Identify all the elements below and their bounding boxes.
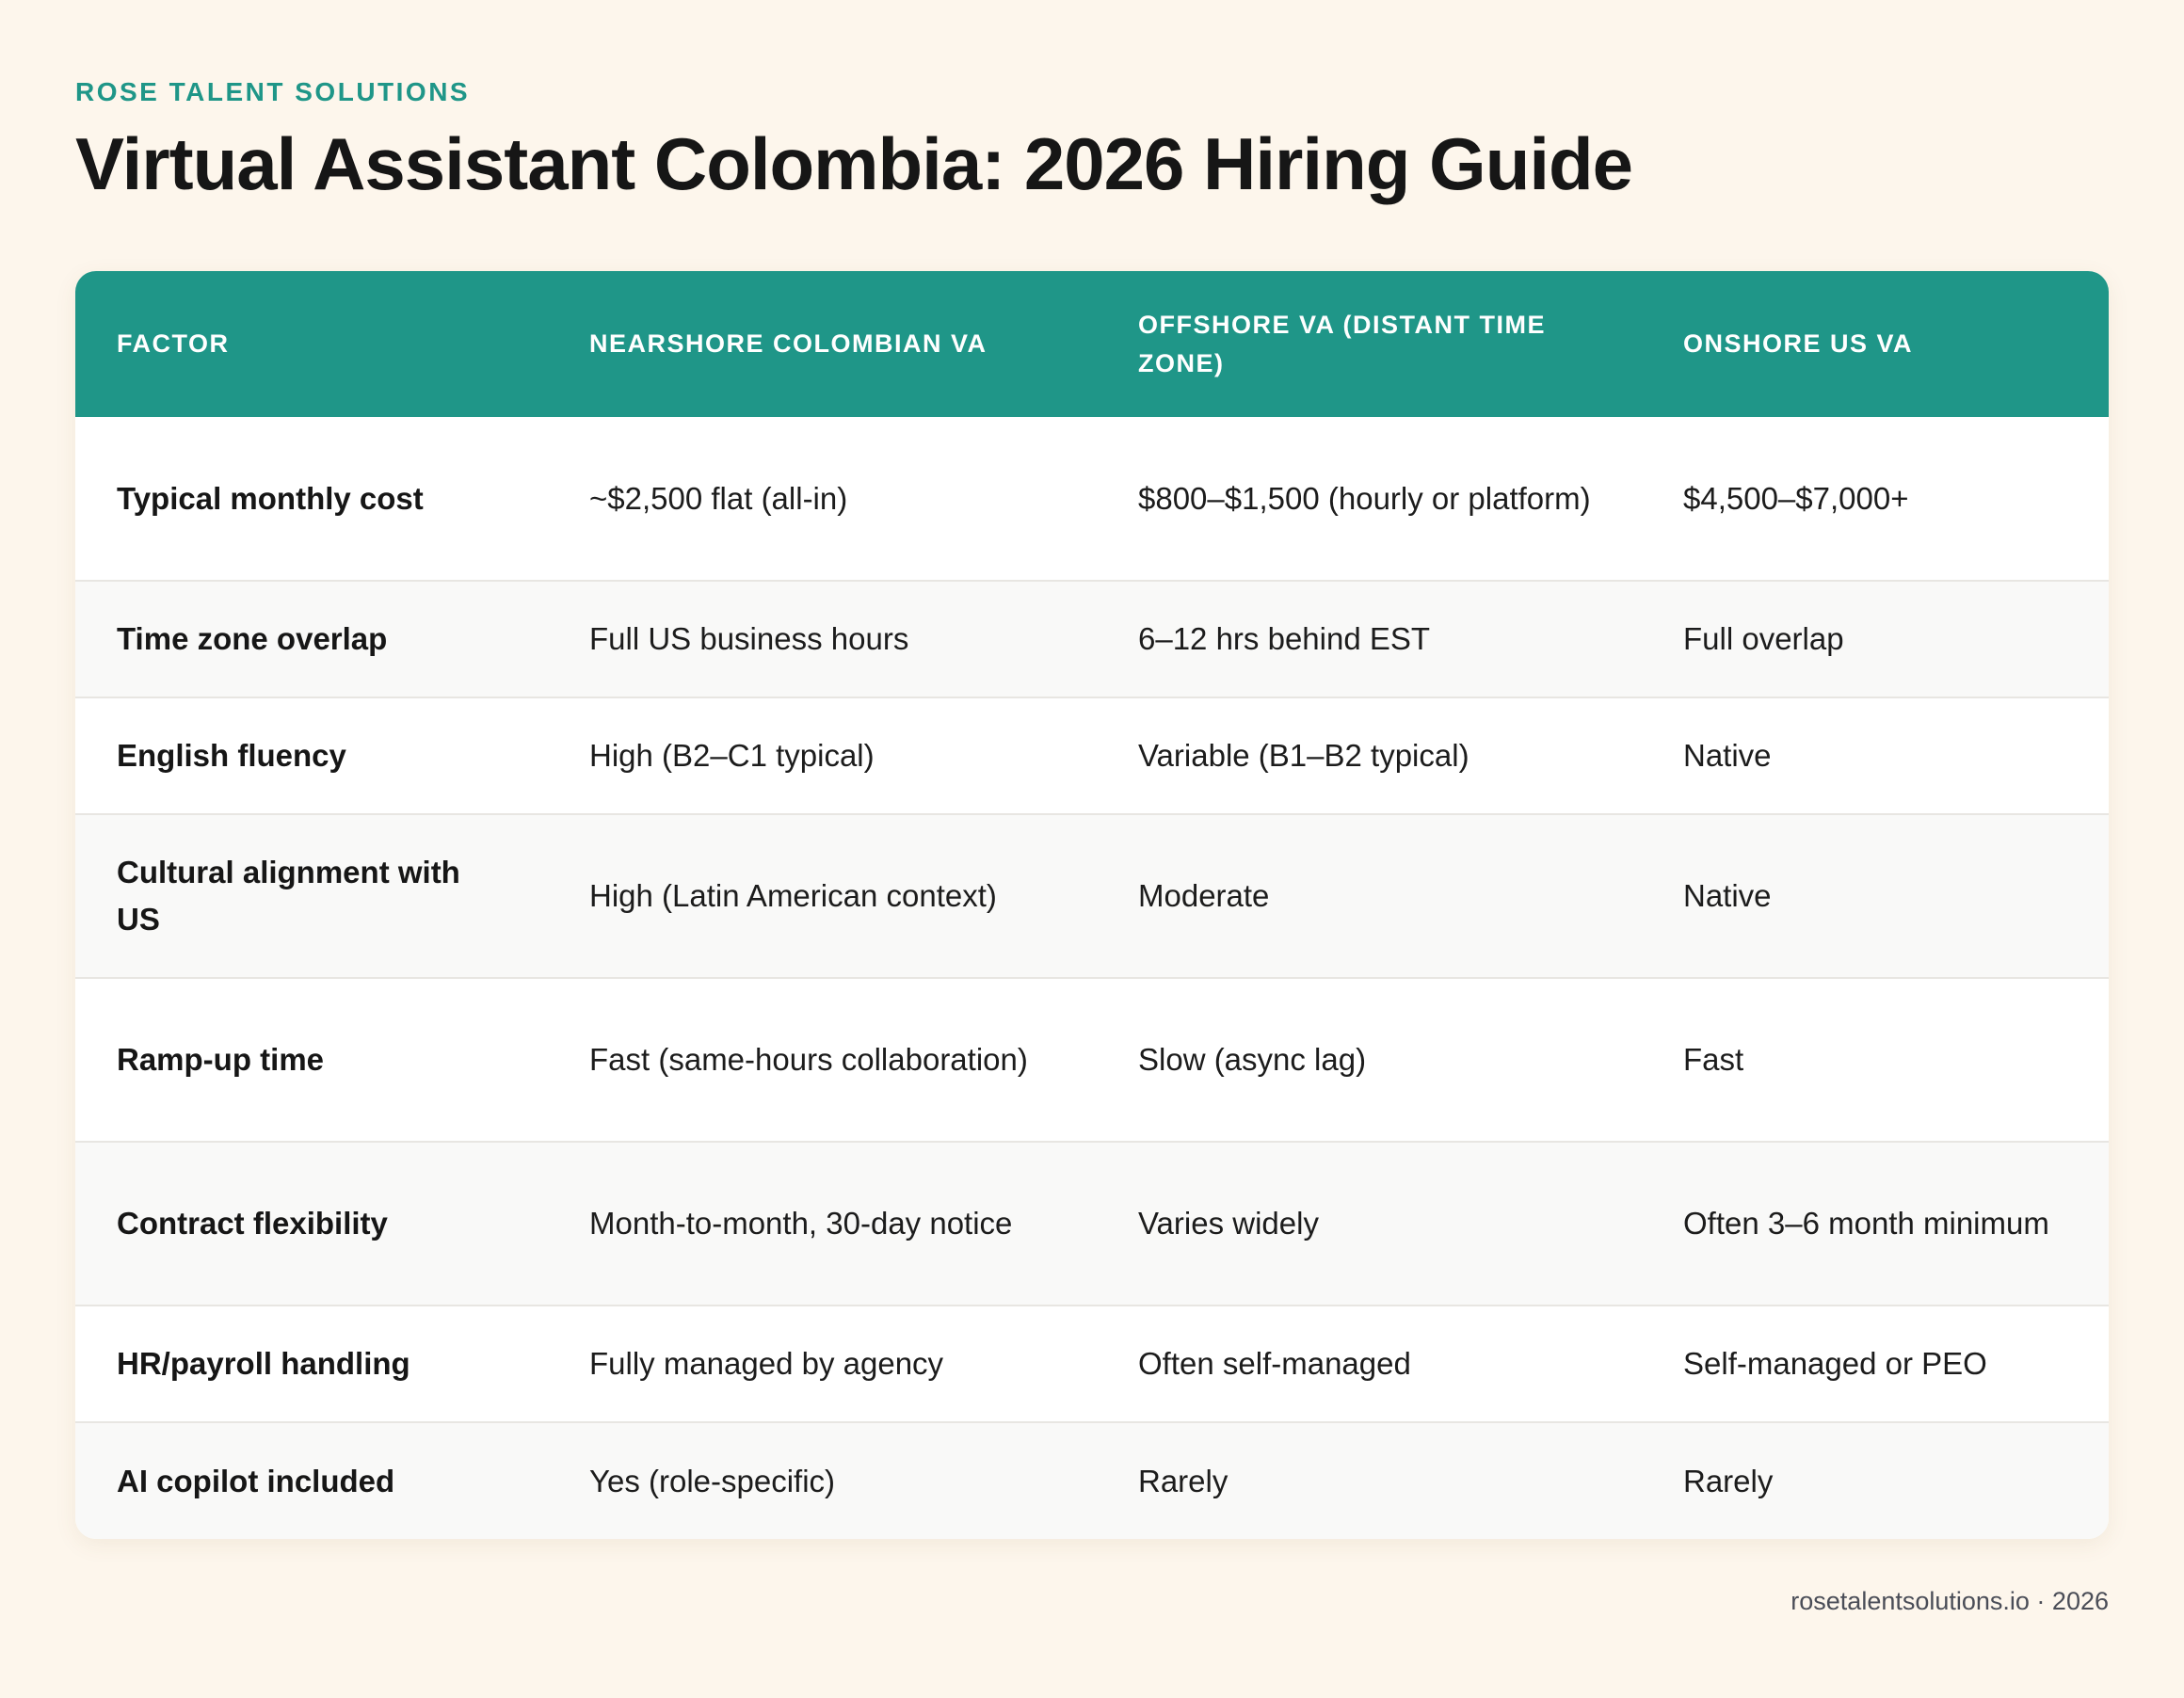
table-row bbox=[75, 1306, 2109, 1422]
nearshore-cell: ~$2,500 flat (all-in) bbox=[589, 480, 848, 516]
page-title: Virtual Assistant Colombia: 2026 Hiring Guide bbox=[75, 122, 1633, 205]
nearshore-cell: High (Latin American context) bbox=[589, 878, 997, 913]
column-header-nearshore: NEARSHORE COLOMBIAN VA bbox=[589, 329, 988, 358]
factor-cell: Contract flexibility bbox=[117, 1206, 388, 1241]
offshore-cell: Slow (async lag) bbox=[1138, 1042, 1367, 1077]
header-row bbox=[75, 271, 2109, 417]
offshore-cell: Variable (B1–B2 typical) bbox=[1138, 738, 1469, 773]
table-row bbox=[75, 978, 2109, 1142]
table-row bbox=[75, 417, 2109, 581]
onshore-cell: Native bbox=[1683, 738, 1772, 773]
offshore-cell: Moderate bbox=[1138, 878, 1270, 913]
onshore-cell: Self-managed or PEO bbox=[1683, 1346, 1987, 1381]
column-header-factor: FACTOR bbox=[117, 329, 230, 358]
factor-cell: Ramp-up time bbox=[117, 1042, 325, 1077]
table-header bbox=[75, 271, 2109, 417]
table-body bbox=[75, 417, 2109, 1539]
factor-cell: AI copilot included bbox=[117, 1463, 395, 1498]
offshore-cell: Rarely bbox=[1138, 1463, 1228, 1498]
nearshore-cell: Yes (role-specific) bbox=[589, 1463, 836, 1498]
onshore-cell: Rarely bbox=[1683, 1463, 1774, 1498]
factor-cell: HR/payroll handling bbox=[117, 1346, 410, 1381]
offshore-cell: Varies widely bbox=[1138, 1206, 1319, 1241]
column-header-onshore: ONSHORE US VA bbox=[1683, 329, 1914, 358]
nearshore-cell: Fully managed by agency bbox=[589, 1346, 944, 1381]
factor-cell: English fluency bbox=[117, 738, 346, 773]
factor-cell: Cultural alignment with US bbox=[117, 855, 460, 937]
offshore-cell: $800–$1,500 (hourly or platform) bbox=[1138, 480, 1591, 516]
onshore-cell: Full overlap bbox=[1683, 621, 1844, 656]
brand-label: ROSE TALENT SOLUTIONS bbox=[75, 77, 471, 106]
footer-credit: rosetalentsolutions.io · 2026 bbox=[1791, 1587, 2109, 1615]
table-row bbox=[75, 581, 2109, 697]
table-row bbox=[75, 1422, 2109, 1539]
factor-cell: Typical monthly cost bbox=[117, 480, 424, 516]
table-row bbox=[75, 814, 2109, 978]
onshore-cell: Native bbox=[1683, 878, 1772, 913]
table-row bbox=[75, 1142, 2109, 1306]
table-row bbox=[75, 697, 2109, 814]
comparison-table-card bbox=[75, 271, 2109, 1539]
onshore-cell: Often 3–6 month minimum bbox=[1683, 1206, 2049, 1241]
column-header-offshore: OFFSHORE VA (DISTANT TIME ZONE) bbox=[1138, 310, 1546, 377]
onshore-cell: $4,500–$7,000+ bbox=[1683, 480, 1909, 516]
offshore-cell: 6–12 hrs behind EST bbox=[1138, 621, 1431, 656]
comparison-table bbox=[75, 271, 2109, 1539]
nearshore-cell: High (B2–C1 typical) bbox=[589, 738, 875, 773]
nearshore-cell: Fast (same-hours collaboration) bbox=[589, 1042, 1028, 1077]
offshore-cell: Often self-managed bbox=[1138, 1346, 1411, 1381]
nearshore-cell: Month-to-month, 30-day notice bbox=[589, 1206, 1013, 1241]
onshore-cell: Fast bbox=[1683, 1042, 1744, 1077]
nearshore-cell: Full US business hours bbox=[589, 621, 909, 656]
factor-cell: Time zone overlap bbox=[117, 621, 388, 656]
